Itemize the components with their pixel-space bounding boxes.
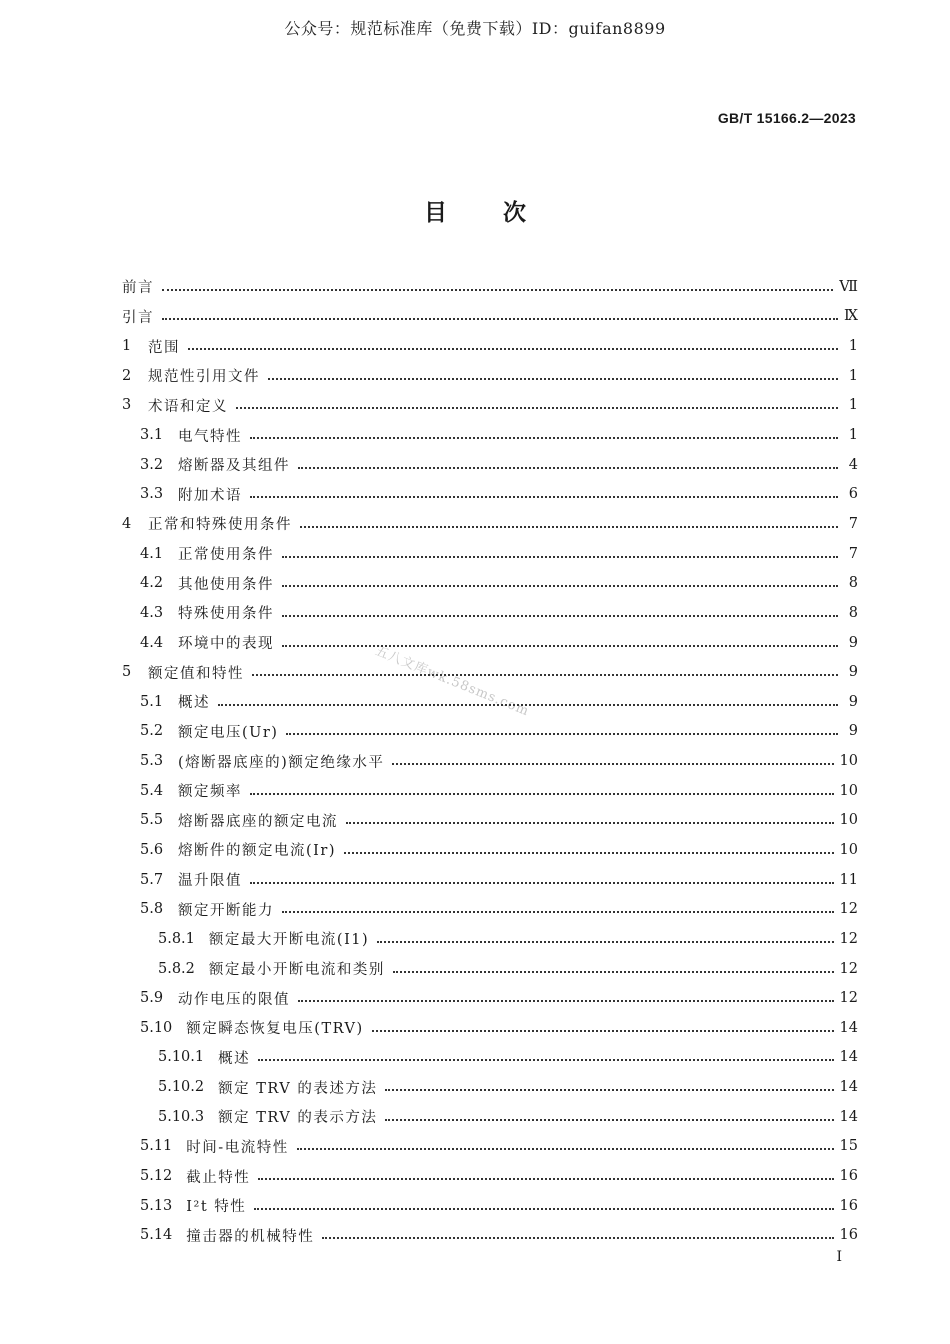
- toc-leader-dots: [385, 1119, 833, 1121]
- toc-entry-label: 额定最大开断电流(I1): [208, 932, 370, 949]
- toc-entry-number: 5.9: [140, 990, 164, 1007]
- header-banner: 公众号：规范标准库（免费下载）ID：guifan8899: [284, 19, 666, 38]
- toc-leader-dots: [188, 348, 838, 350]
- toc-entry-label: 撞击器的机械特性: [186, 1228, 315, 1245]
- toc-leader-dots: [298, 467, 838, 469]
- toc-entry[interactable]: [122, 746, 858, 776]
- toc-entry[interactable]: [122, 272, 858, 302]
- toc-entry[interactable]: [122, 1102, 858, 1132]
- toc-leader-dots: [393, 971, 834, 973]
- toc-entry-page: 15: [839, 1138, 858, 1155]
- toc-entry-label: 额定值和特性: [148, 665, 244, 682]
- toc-entry-number: 4.2: [140, 575, 164, 592]
- toc-entry-page: 10: [839, 841, 858, 858]
- toc-leader-dots: [250, 882, 834, 884]
- toc-entry-number: 3.3: [140, 486, 164, 503]
- toc-entry-number: 5.10.2: [158, 1079, 205, 1096]
- toc-leader-dots: [218, 704, 838, 706]
- toc-leader-dots: [250, 437, 838, 439]
- toc-entry[interactable]: [122, 450, 858, 480]
- toc-entry[interactable]: [122, 509, 858, 539]
- toc-entry[interactable]: [122, 894, 858, 924]
- toc-leader-dots: [322, 1237, 833, 1239]
- toc-entry-number: 5.10.1: [158, 1049, 205, 1066]
- toc-entry-label: 额定最小开断电流和类别: [208, 962, 385, 979]
- toc-entry-page: 10: [839, 753, 858, 770]
- toc-entry-label: 电气特性: [178, 428, 242, 445]
- toc-entry-page: 1: [848, 397, 858, 414]
- toc-entry-page: 14: [839, 1019, 858, 1036]
- toc-entry[interactable]: [122, 539, 858, 569]
- toc-entry-page: 1: [848, 338, 858, 355]
- toc-entry-label: 范围: [148, 339, 180, 356]
- toc-entry-number: 5.11: [140, 1138, 173, 1155]
- toc-entry-page: 7: [848, 515, 858, 532]
- toc-leader-dots: [286, 733, 838, 735]
- watermark: 五八文库wk.58sms.com: [372, 643, 532, 720]
- toc-leader-dots: [385, 1089, 833, 1091]
- toc-entry-label: 环境中的表现: [178, 636, 274, 652]
- toc-leader-dots: [392, 763, 833, 765]
- toc-leader-dots: [282, 615, 838, 617]
- toc-entry-number: 5.8.1: [158, 930, 195, 947]
- toc-entry-number: 4.1: [140, 545, 164, 562]
- toc-entry-number: 5.10.3: [158, 1108, 205, 1125]
- toc-entry-page: 7: [848, 545, 858, 562]
- toc-entry-label: 熔断件的额定电流(Ir): [178, 843, 336, 860]
- toc-leader-dots: [300, 526, 838, 528]
- toc-entry[interactable]: [122, 331, 858, 361]
- toc-leader-dots: [346, 822, 834, 824]
- toc-entry-number: 5.1: [140, 693, 164, 710]
- toc-entry[interactable]: [122, 598, 858, 628]
- toc-entry[interactable]: [122, 657, 858, 687]
- toc-entry[interactable]: [122, 420, 858, 450]
- toc-entry-number: 3.1: [140, 427, 164, 444]
- toc-entry-label: 熔断器及其组件: [178, 458, 290, 475]
- toc-leader-dots: [344, 852, 834, 854]
- toc-entry[interactable]: [122, 391, 858, 421]
- toc-entry-page: 6: [848, 486, 858, 503]
- toc-entry-number: 5.14: [140, 1227, 173, 1244]
- toc-entry-number: 5.7: [140, 871, 164, 888]
- toc-entry-number: 5.5: [140, 812, 164, 829]
- toc-entry-page: 1: [848, 427, 858, 444]
- toc-entry-page: 8: [848, 575, 858, 592]
- toc-leader-dots: [254, 1208, 833, 1210]
- toc-entry-label: 额定开断能力: [178, 902, 274, 919]
- toc-entry[interactable]: [122, 1072, 858, 1102]
- toc-entry[interactable]: [122, 865, 858, 895]
- toc-entry-page: 16: [839, 1197, 858, 1214]
- toc-leader-dots: [250, 496, 838, 498]
- toc-entry[interactable]: [122, 1191, 858, 1221]
- toc-entry-label: 正常使用条件: [178, 547, 274, 564]
- toc-entry-page: Ⅶ: [839, 278, 858, 295]
- toc-leader-dots: [250, 793, 834, 795]
- toc-entry-page: 11: [839, 871, 858, 888]
- toc-entry[interactable]: [122, 1013, 858, 1043]
- toc-entry-label: 时间-电流特性: [186, 1139, 289, 1156]
- toc-entry[interactable]: [122, 361, 858, 391]
- toc-leader-dots: [258, 1059, 833, 1061]
- toc-entry-label: 正常和特殊使用条件: [148, 517, 292, 534]
- toc-entry[interactable]: [122, 1161, 858, 1191]
- toc-entry-label: (熔断器底座的)额定绝缘水平: [178, 754, 385, 771]
- toc-entry-page: 14: [839, 1108, 858, 1125]
- toc-leader-dots: [377, 941, 833, 943]
- toc-entry-label: 概述: [218, 1050, 251, 1067]
- toc-entry-label: 熔断器底座的额定电流: [178, 813, 338, 830]
- toc-entry-label: 截止特性: [186, 1169, 251, 1186]
- toc-entry-page: 14: [839, 1079, 858, 1096]
- toc-entry-label: 特殊使用条件: [178, 606, 274, 623]
- toc-entry-number: 3: [122, 397, 132, 414]
- toc-entry-page: 14: [839, 1049, 858, 1066]
- table-of-contents: [122, 272, 858, 1250]
- toc-entry-label: 前言: [122, 280, 154, 297]
- toc-entry-number: 5.2: [140, 723, 164, 740]
- toc-entry-label: I²t 特性: [186, 1199, 247, 1216]
- toc-entry[interactable]: [122, 924, 858, 954]
- toc-entry-page: 12: [839, 990, 858, 1007]
- toc-entry-page: 4: [848, 456, 858, 473]
- toc-entry-number: 5.12: [140, 1168, 173, 1185]
- toc-entry-page: 12: [839, 960, 858, 977]
- toc-entry-page: 16: [839, 1168, 858, 1185]
- toc-entry-label: 额定 TRV 的表述方法: [218, 1080, 378, 1097]
- toc-entry-number: 5.8: [140, 901, 164, 918]
- toc-entry-number: 5.3: [140, 753, 164, 770]
- toc-entry[interactable]: [122, 628, 858, 658]
- toc-entry-number: 5: [122, 664, 132, 681]
- toc-entry-number: 5.10: [140, 1019, 173, 1036]
- toc-leader-dots: [282, 585, 838, 587]
- toc-entry-number: 4.3: [140, 604, 164, 621]
- toc-entry-label: 额定电压(Ur): [178, 724, 279, 741]
- toc-entry-page: 9: [848, 723, 858, 740]
- toc-leader-dots: [282, 556, 838, 558]
- toc-leader-dots: [298, 1000, 834, 1002]
- toc-entry-label: 概述: [178, 695, 210, 712]
- toc-entry-label: 其他使用条件: [178, 576, 274, 593]
- toc-entry[interactable]: [122, 717, 858, 747]
- toc-entry-number: 2: [122, 367, 132, 384]
- toc-leader-dots: [162, 289, 833, 291]
- toc-leader-dots: [252, 674, 838, 676]
- toc-leader-dots: [162, 318, 838, 320]
- toc-entry-page: 8: [848, 604, 858, 621]
- toc-entry-page: 9: [848, 634, 858, 651]
- toc-entry[interactable]: [122, 568, 858, 598]
- toc-entry[interactable]: [122, 806, 858, 836]
- toc-entry[interactable]: [122, 302, 858, 332]
- toc-entry-label: 引言: [122, 309, 154, 326]
- toc-entry[interactable]: [122, 835, 858, 865]
- toc-entry-number: 4.4: [140, 634, 164, 651]
- toc-entry-number: 3.2: [140, 456, 164, 473]
- toc-entry-page: Ⅸ: [844, 308, 858, 325]
- toc-entry[interactable]: [122, 687, 858, 717]
- standard-number: GB/T 15166.2—2023: [717, 110, 856, 126]
- toc-leader-dots: [236, 407, 838, 409]
- toc-entry-number: 5.13: [140, 1197, 173, 1214]
- toc-entry-page: 10: [839, 812, 858, 829]
- toc-entry-label: 术语和定义: [148, 398, 228, 415]
- toc-entry-label: 附加术语: [178, 487, 242, 504]
- toc-entry-number: 4: [122, 515, 132, 532]
- toc-entry-page: 12: [839, 901, 858, 918]
- toc-entry-label: 温升限值: [178, 873, 242, 890]
- toc-entry-number: 5.6: [140, 841, 164, 858]
- toc-entry-page: 1: [848, 367, 858, 384]
- toc-entry-label: 额定频率: [178, 784, 242, 801]
- toc-entry[interactable]: [122, 1043, 858, 1073]
- toc-entry-page: 10: [839, 782, 858, 799]
- toc-entry-label: 规范性引用文件: [148, 369, 260, 386]
- toc-entry[interactable]: [122, 776, 858, 806]
- toc-entry-page: 9: [848, 664, 858, 681]
- toc-entry-number: 5.4: [140, 782, 164, 799]
- toc-entry-number: 5.8.2: [158, 960, 195, 977]
- toc-entry-label: 额定瞬态恢复电压(TRV): [186, 1021, 364, 1038]
- toc-entry-number: 1: [122, 338, 132, 355]
- toc-leader-dots: [282, 645, 838, 647]
- page-number: I: [836, 1249, 842, 1265]
- toc-entry[interactable]: [122, 1221, 858, 1251]
- toc-entry[interactable]: [122, 954, 858, 984]
- toc-leader-dots: [372, 1030, 834, 1032]
- page-title: 目次: [424, 199, 582, 226]
- toc-entry-label: 额定 TRV 的表示方法: [218, 1110, 378, 1127]
- toc-entry-page: 16: [839, 1227, 858, 1244]
- toc-entry-page: 9: [848, 693, 858, 710]
- toc-leader-dots: [297, 1148, 834, 1150]
- toc-entry-page: 12: [839, 930, 858, 947]
- toc-leader-dots: [258, 1178, 833, 1180]
- toc-entry[interactable]: [122, 983, 858, 1013]
- toc-entry-label: 动作电压的限值: [178, 991, 290, 1008]
- toc-entry[interactable]: [122, 479, 858, 509]
- toc-leader-dots: [268, 378, 838, 380]
- toc-leader-dots: [282, 911, 834, 913]
- toc-entry[interactable]: [122, 1132, 858, 1162]
